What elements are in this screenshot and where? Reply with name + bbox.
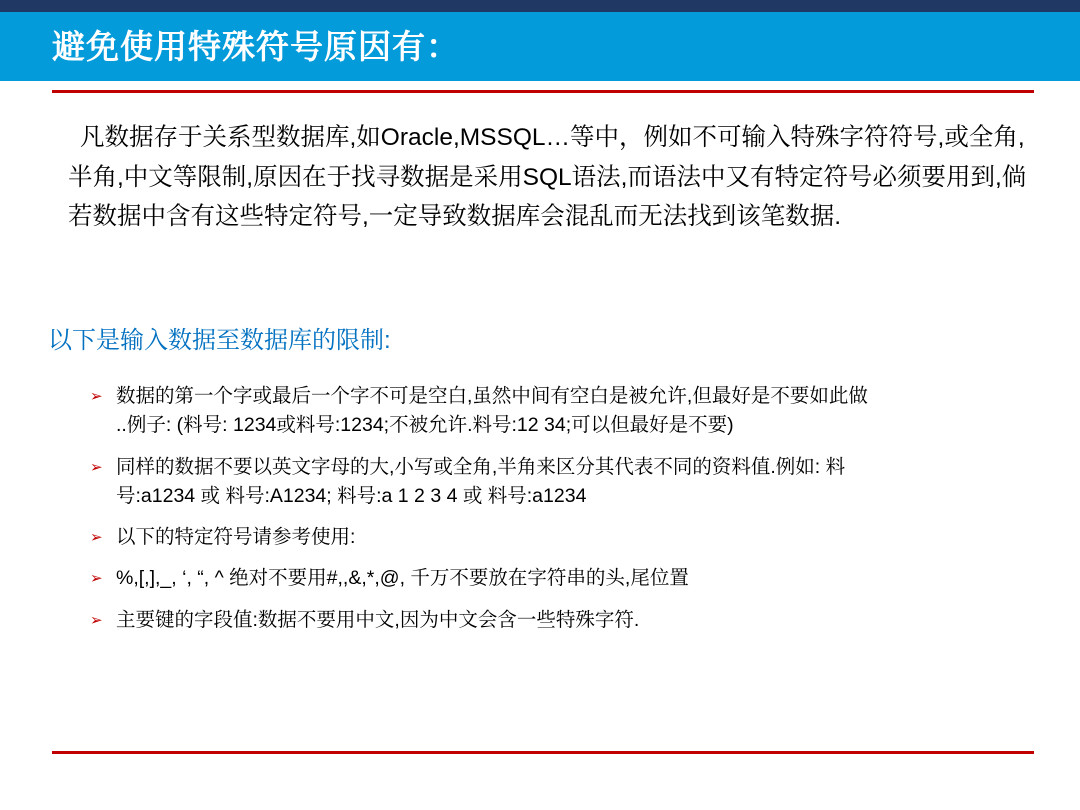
intro-paragraph — [68, 118, 1030, 237]
footer-divider — [52, 751, 1034, 754]
list-item-text — [116, 564, 1010, 593]
title-bar — [0, 12, 1080, 81]
arrow-bullet-icon: ➢ — [90, 388, 103, 405]
list-item-text — [116, 382, 1010, 441]
section-subheading: 以下是输入数据至数据库的限制: — [48, 327, 391, 354]
list-item-line1: 以下的特定符号请参考使用: — [116, 526, 356, 548]
list-item-text — [116, 606, 1010, 635]
list-item — [90, 564, 1010, 593]
list-item — [90, 453, 1010, 512]
arrow-bullet-icon: ➢ — [90, 529, 103, 546]
arrow-bullet-icon: ➢ — [90, 611, 103, 629]
arrow-bullet-icon: ➢ — [90, 570, 103, 588]
list-item — [90, 606, 1010, 635]
page-title: 避免使用特殊符号原因有： — [52, 28, 460, 65]
arrow-bullet-icon: ➢ — [90, 458, 103, 476]
list-item-text — [116, 453, 1010, 512]
intro-paragraph-text: 凡数据存于关系型数据库,如Oracle,MSSQL…等中，例如不可输入特殊字符符号,或全角,半角,中文等限制,原因在于找寻数据是采用SQL语法,而语法中又有特定符号必须要用到,倘若数据中含有这些特定符号,一定导致数据库会混乱而无法找到该笔数据. — [68, 124, 1027, 231]
list-item — [90, 382, 1010, 441]
list-item-line2: ..例子: (料号: 1234或料号:1234;不被允许.料号:12 34;可以但最好是不要) — [116, 414, 734, 437]
list-item-line1: 主要键的字段值:数据不要用中文,因为中文会含一些特殊字符. — [116, 608, 640, 631]
list-item-line1: %,[,],_, ‘, “, ^ 绝对不要用#,,&,*,@, 千万不要放在字符串的头,尾位置 — [116, 567, 689, 590]
list-item — [90, 523, 1010, 552]
list-item-line1: 同样的数据不要以英文字母的大,小写或全角,半角来区分其代表不同的资料值.例如: 料 — [116, 455, 846, 478]
top-accent-strip — [0, 0, 1080, 12]
list-item-line1: 数据的第一个字或最后一个字不可是空白,虽然中间有空白是被允许,但最好是不要如此做 — [116, 385, 868, 407]
title-divider — [52, 90, 1034, 93]
list-item-line2: 号:a1234 或 料号:A1234; 料号:a 1 2 3 4 或 料号:a1234 — [116, 484, 587, 507]
bullet-list — [90, 382, 1010, 647]
list-item-text — [116, 523, 1010, 552]
